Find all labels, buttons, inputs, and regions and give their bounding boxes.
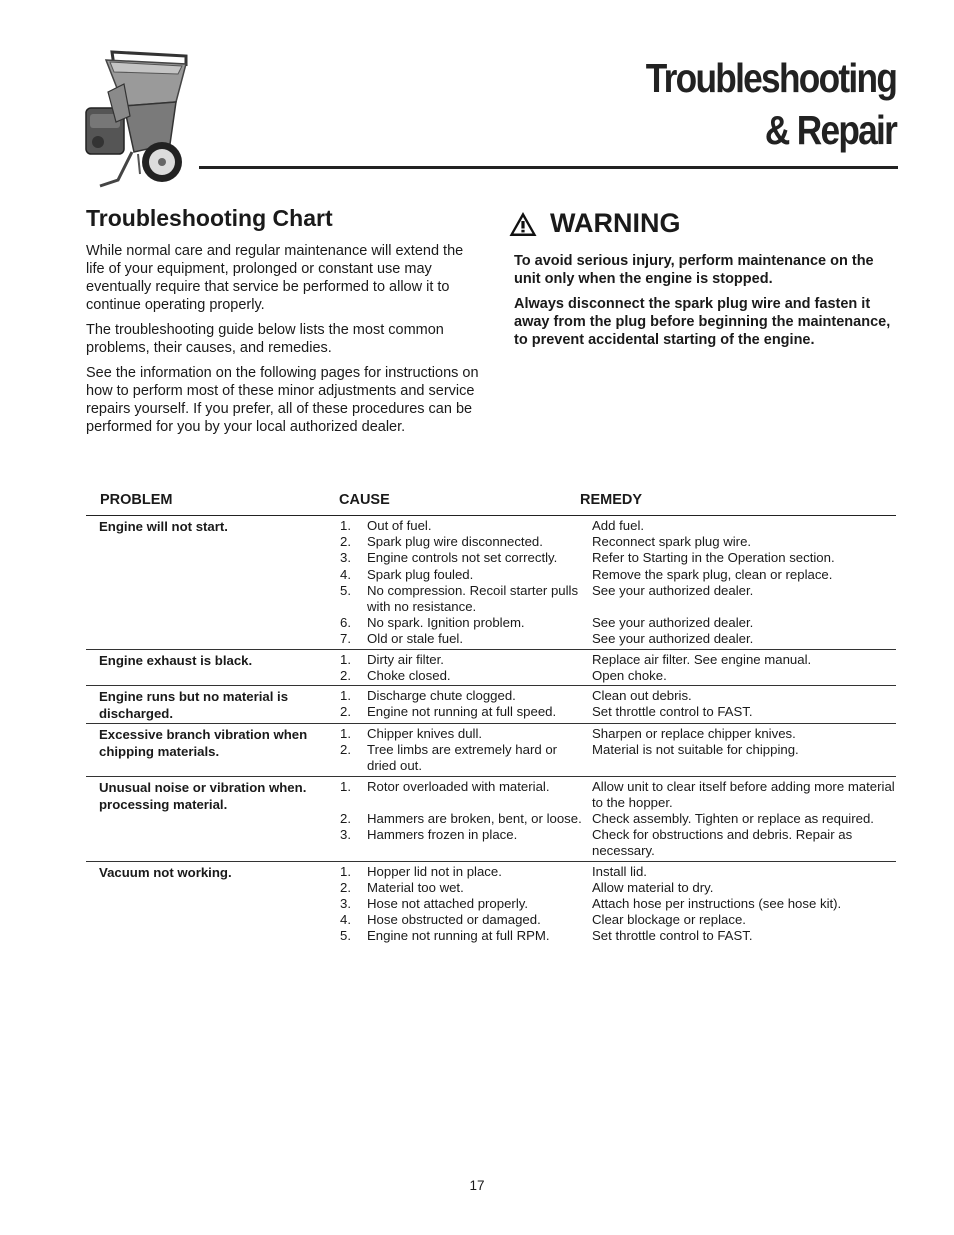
item-number: 4.	[340, 912, 351, 928]
cause-cell: Chipper knives dull.	[367, 726, 483, 742]
item-number: 2.	[340, 811, 351, 827]
table-row	[86, 516, 896, 650]
remedy-cell: Replace air filter. See engine manual.	[592, 651, 812, 667]
remedy-cell: Clear blockage or replace.	[592, 912, 746, 928]
cause-remedy-line	[326, 811, 896, 827]
header-remedy: REMEDY	[580, 492, 643, 508]
item-number: 2.	[340, 704, 351, 720]
cause-remedy-line	[326, 742, 896, 774]
remedy-cell: Reconnect spark plug wire.	[592, 534, 752, 550]
problem-cell: Unusual noise or vibration when. processing material.	[99, 779, 307, 812]
remedy-cell: Allow material to dry.	[592, 879, 714, 895]
cause-cell: Hose obstructed or damaged.	[367, 912, 541, 928]
remedy-cell: Attach hose per instructions (see hose kit).	[592, 896, 842, 912]
remedy-cell: Sharpen or replace chipper knives.	[592, 726, 796, 742]
cause-remedy-line	[326, 550, 896, 566]
item-number: 3.	[340, 827, 351, 843]
remedy-cell: Install lid.	[592, 863, 647, 879]
cause-cell: Discharge chute clogged.	[367, 688, 516, 704]
remedy-cell: See your authorized dealer.	[592, 615, 754, 631]
remedy-cell: Open choke.	[592, 667, 667, 683]
cause-cell: Tree limbs are extremely hard or dried out.	[367, 742, 558, 774]
cause-remedy-line	[326, 518, 896, 534]
cause-remedy-line	[326, 896, 896, 912]
item-number: 5.	[340, 582, 351, 598]
page-title-line-1: Troubleshooting	[645, 55, 896, 101]
problem-cell: Engine runs but no material is discharged.	[99, 689, 289, 722]
remedy-cell: Check for obstructions and debris. Repair as necessary.	[592, 827, 853, 859]
warning-text	[514, 252, 892, 356]
cause-remedy-line	[326, 779, 896, 811]
cause-remedy-line	[326, 928, 896, 944]
cause-cell: Engine controls not set correctly.	[367, 550, 558, 566]
remedy-cell: Remove the spark plug, clean or replace.	[592, 566, 833, 582]
cause-remedy-line	[326, 880, 896, 896]
remedy-cell: See your authorized dealer.	[592, 582, 754, 598]
problem-cell: Vacuum not working.	[99, 864, 232, 880]
item-number: 2.	[340, 742, 351, 758]
table-row	[86, 686, 896, 724]
chipper-shredder-illustration	[78, 44, 198, 194]
problem-cell: Engine will not start.	[99, 519, 228, 534]
table-header	[86, 492, 896, 516]
cause-cell: Engine not running at full speed.	[367, 704, 557, 720]
cause-remedy-list	[326, 726, 896, 775]
problem-cell: Engine exhaust is black.	[99, 652, 253, 668]
section-heading: Troubleshooting Chart	[86, 205, 333, 231]
remedy-cell: Refer to Starting in the Operation section.	[592, 550, 835, 566]
cause-remedy-list	[326, 518, 896, 648]
item-number: 1.	[340, 651, 351, 667]
remedy-cell: Set throttle control to FAST.	[592, 928, 753, 944]
cause-cell: Out of fuel.	[367, 518, 432, 533]
page-title	[646, 52, 896, 156]
remedy-cell: Clean out debris.	[592, 688, 692, 704]
table-row	[86, 777, 896, 862]
cause-remedy-line	[326, 567, 896, 583]
item-number: 3.	[340, 550, 351, 566]
cause-cell: Spark plug fouled.	[367, 566, 474, 582]
intro-paragraph: While normal care and regular maintenance will extend the life of your equipment, prolonged or constant use may eventually require that service be performed to allow it to continue operating properly.	[86, 243, 464, 313]
cause-remedy-list	[326, 779, 896, 860]
page-number: 17	[469, 1178, 485, 1193]
table-row	[86, 724, 896, 777]
cause-cell: Choke closed.	[367, 667, 451, 683]
cause-remedy-line	[326, 668, 896, 684]
intro-paragraph: See the information on the following pages for instructions on how to perform most of these minor adjustments and service repairs yourself. If you prefer, all of these procedures can be performed for you by your local authorized dealer.	[86, 365, 479, 435]
cause-remedy-list	[326, 652, 896, 684]
item-number: 1.	[340, 778, 351, 794]
cause-cell: No spark. Ignition problem.	[367, 615, 525, 631]
cause-remedy-line	[326, 583, 896, 615]
cause-remedy-line	[326, 827, 896, 859]
item-number: 5.	[340, 928, 351, 944]
problem-cell: Excessive branch vibration when chipping materials.	[99, 727, 308, 760]
header-problem: PROBLEM	[100, 492, 173, 508]
cause-cell: Spark plug wire disconnected.	[367, 534, 543, 550]
item-number: 6.	[340, 615, 351, 631]
header-rule	[199, 166, 898, 169]
warning-title: WARNING	[550, 208, 681, 238]
table-row	[86, 862, 896, 946]
cause-cell: Engine not running at full RPM.	[367, 928, 550, 944]
item-number: 3.	[340, 896, 351, 912]
warning-header	[508, 208, 681, 239]
cause-cell: Hopper lid not in place.	[367, 863, 502, 879]
header-cause: CAUSE	[339, 492, 390, 508]
cause-remedy-line	[326, 652, 896, 668]
intro-paragraph: The troubleshooting guide below lists the most common problems, their causes, and remedies.	[86, 322, 444, 356]
cause-remedy-line	[326, 726, 896, 742]
cause-remedy-line	[326, 864, 896, 880]
cause-cell: Dirty air filter.	[367, 651, 444, 667]
item-number: 7.	[340, 631, 351, 647]
table-body	[86, 516, 896, 946]
warning-paragraph: Always disconnect the spark plug wire and fasten it away from the plug before beginning the maintenance, to prevent accidental starting of the engine.	[514, 296, 891, 348]
item-number: 1.	[340, 726, 351, 742]
intro-text	[86, 242, 481, 443]
item-number: 2.	[340, 879, 351, 895]
troubleshooting-table	[86, 492, 896, 946]
cause-remedy-line	[326, 912, 896, 928]
cause-remedy-line	[326, 631, 896, 647]
remedy-cell: See your authorized dealer.	[592, 631, 754, 647]
remedy-cell: Material is not suitable for chipping.	[592, 742, 799, 758]
cause-cell: Hose not attached properly.	[367, 896, 529, 912]
item-number: 4.	[340, 566, 351, 582]
cause-remedy-list	[326, 864, 896, 945]
cause-cell: Rotor overloaded with material.	[367, 778, 550, 794]
remedy-cell: Allow unit to clear itself before adding more material to the hopper.	[592, 778, 895, 810]
cause-remedy-line	[326, 688, 896, 704]
item-number: 1.	[340, 688, 351, 704]
item-number: 1.	[340, 518, 351, 533]
item-number: 2.	[340, 667, 351, 683]
cause-remedy-line	[326, 534, 896, 550]
page-title-line-2: & Repair	[764, 107, 896, 153]
item-number: 2.	[340, 534, 351, 550]
cause-remedy-line	[326, 704, 896, 720]
cause-cell: Hammers are broken, bent, or loose.	[367, 811, 582, 827]
cause-cell: Material too wet.	[367, 879, 464, 895]
remedy-cell: Check assembly. Tighten or replace as required.	[592, 811, 874, 827]
cause-remedy-line	[326, 615, 896, 631]
warning-triangle-icon	[508, 210, 538, 238]
warning-paragraph: To avoid serious injury, perform maintenance on the unit only when the engine is stopped.	[514, 253, 874, 287]
cause-remedy-list	[326, 688, 896, 722]
cause-cell: Hammers frozen in place.	[367, 827, 518, 843]
table-row	[86, 650, 896, 686]
remedy-cell: Set throttle control to FAST.	[592, 704, 753, 720]
cause-cell: Old or stale fuel.	[367, 631, 464, 647]
cause-cell: No compression. Recoil starter pulls with no resistance.	[367, 582, 579, 615]
item-number: 1.	[340, 863, 351, 879]
remedy-cell: Add fuel.	[592, 518, 645, 533]
